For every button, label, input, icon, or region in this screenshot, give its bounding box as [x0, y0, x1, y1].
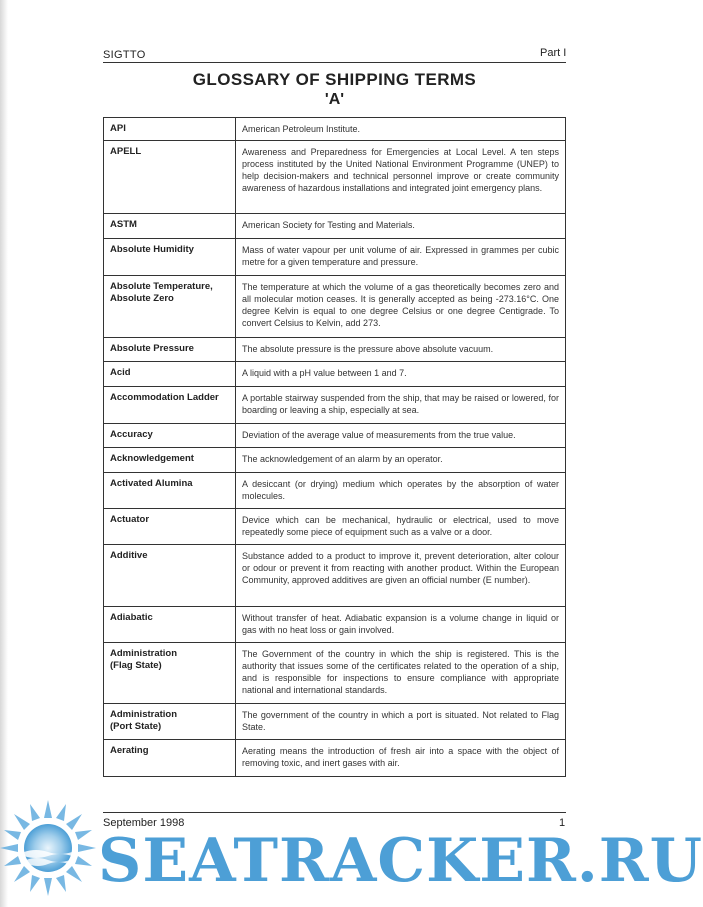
term: Adiabatic — [104, 607, 236, 643]
table-row — [104, 473, 566, 509]
section-letter: 'A' — [324, 91, 345, 108]
definition: Substance added to a product to improve it, prevent deterioration, alter colour or odour or prevent it from reacting with another product. Within the European Community, approved additives are given an official number (E number). — [236, 545, 566, 607]
term: Additive — [104, 545, 236, 607]
page-title: GLOSSARY OF SHIPPING TERMS — [192, 70, 477, 89]
glossary-table — [103, 117, 566, 777]
table-row — [104, 545, 566, 607]
table-row — [104, 338, 566, 362]
term: API — [104, 118, 236, 141]
definition: A liquid with a pH value between 1 and 7. — [236, 362, 566, 387]
term: Absolute Humidity — [104, 239, 236, 276]
table-row — [104, 362, 566, 387]
definition: A desiccant (or drying) medium which operates by the absorption of water molecules. — [236, 473, 566, 509]
definition: Aerating means the introduction of fresh air into a space with the object of removing toxic, and inert gases with air. — [236, 740, 566, 777]
term: Activated Alumina — [104, 473, 236, 509]
footer-date: September 1998 — [103, 817, 185, 829]
term: Acknowledgement — [104, 448, 236, 473]
definition: Deviation of the average value of measurements from the true value. — [236, 424, 566, 448]
table-row — [104, 239, 566, 276]
table-row — [104, 704, 566, 740]
definition: Mass of water vapour per unit volume of air. Expressed in grammes per cubic metre for a given temperature and pressure. — [236, 239, 566, 276]
definition: The acknowledgement of an alarm by an operator. — [236, 448, 566, 473]
table-row — [104, 276, 566, 338]
table-row — [104, 118, 566, 141]
definition: The temperature at which the volume of a gas theoretically becomes zero and all molecular motion ceases. It is generally accepted as being -273.16°C. One degree Kelvin is equal to one degree Celsius or one degree Centigrade. To convert Celsius to Kelvin, add 273. — [236, 276, 566, 338]
definition: The Government of the country in which the ship is registered. This is the authority that issues some of the certificates related to the operation of a ship, and is responsible for inspections to ensure compliance with appropriate national and international standards. — [236, 643, 566, 704]
definition: The absolute pressure is the pressure above absolute vacuum. — [236, 338, 566, 362]
term: Absolute Temperature, Absolute Zero — [104, 276, 236, 338]
term: Actuator — [104, 509, 236, 545]
term: ASTM — [104, 214, 236, 239]
definition: Without transfer of heat. Adiabatic expansion is a volume change in liquid or gas with no heat loss or gain involved. — [236, 607, 566, 643]
term: Absolute Pressure — [104, 338, 236, 362]
page-number: 1 — [559, 817, 566, 829]
term: Acid — [104, 362, 236, 387]
definition: American Petroleum Institute. — [236, 118, 566, 141]
term: APELL — [104, 141, 236, 214]
term: Administration (Port State) — [104, 704, 236, 740]
definition: The government of the country in which a port is situated. Not related to Flag State. — [236, 704, 566, 740]
definition: Device which can be mechanical, hydraulic or electrical, used to move repeatedly some piece of equipment such as a valve or a door. — [236, 509, 566, 545]
header-part: Part I — [540, 47, 567, 59]
header-organization: SIGTTO — [103, 49, 146, 61]
definition: Awareness and Preparedness for Emergencies at Local Level. A ten steps process instituted by the United National Environment Programme (UNEP) to help decision-makers and technical personnel improve or create community awareness of hazardous installations and integrated joint emergency plans. — [236, 141, 566, 214]
table-row — [104, 643, 566, 704]
page-edge-shadow — [0, 0, 8, 907]
table-row — [104, 387, 566, 424]
header-rule — [103, 62, 566, 63]
definition: American Society for Testing and Materials. — [236, 214, 566, 239]
table-row — [104, 607, 566, 643]
table-row — [104, 214, 566, 239]
term: Administration (Flag State) — [104, 643, 236, 704]
table-row — [104, 448, 566, 473]
table-row — [104, 141, 566, 214]
table-row — [104, 740, 566, 777]
table-row — [104, 424, 566, 448]
watermark-text: SEATRACKER.RU — [98, 826, 703, 896]
term: Accuracy — [104, 424, 236, 448]
table-row — [104, 509, 566, 545]
term: Aerating — [104, 740, 236, 777]
term: Accommodation Ladder — [104, 387, 236, 424]
definition: A portable stairway suspended from the ship, that may be raised or lowered, for boarding or leaving a ship, especially at sea. — [236, 387, 566, 424]
